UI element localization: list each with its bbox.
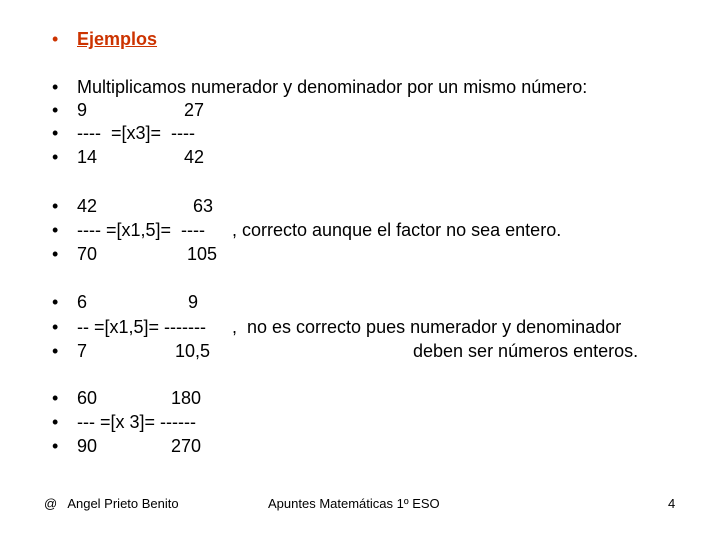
bullet: • (52, 436, 59, 456)
block2-num-left: 42 (77, 196, 98, 216)
bullet: • (52, 412, 59, 432)
block4-den-right: 270 (171, 436, 202, 456)
block1-den-right: 42 (184, 147, 205, 167)
bullet: • (52, 244, 59, 264)
block3-den-left: 7 (77, 341, 88, 361)
block3-comment: , no es correcto pues numerador y denominador (232, 317, 622, 337)
bullet: • (52, 341, 59, 361)
block3-den-right: 10,5 (175, 341, 211, 361)
footer-page-number: 4 (668, 496, 676, 511)
bullet: • (52, 77, 59, 97)
page-title: Ejemplos (77, 29, 158, 49)
block3-num-left: 6 (77, 292, 88, 312)
block4-den-left: 90 (77, 436, 98, 456)
block3-num-right: 9 (188, 292, 199, 312)
block1-fraction-bar: ---- =[x3]= ---- (77, 123, 195, 143)
block4-num-left: 60 (77, 388, 98, 408)
bullet: • (52, 196, 59, 216)
bullet: • (52, 220, 59, 240)
title-bullet: • (52, 29, 59, 49)
bullet: • (52, 147, 59, 167)
block2-den-right: 105 (187, 244, 218, 264)
bullet: • (52, 317, 59, 337)
block2-comment: , correcto aunque el factor no sea entero. (232, 220, 562, 240)
bullet: • (52, 123, 59, 143)
block1-num-right: 27 (184, 100, 205, 120)
bullet: • (52, 100, 59, 120)
block4-fraction-bar: --- =[x 3]= ------ (77, 412, 196, 432)
footer-course: Apuntes Matemáticas 1º ESO (268, 496, 440, 511)
bullet: • (52, 292, 59, 312)
block2-num-right: 63 (193, 196, 214, 216)
block2-fraction-bar: ---- =[x1,5]= ---- (77, 220, 206, 240)
block3-fraction-bar: -- =[x1,5]= ------- (77, 317, 206, 337)
block3-comment-continued: deben ser números enteros. (413, 341, 639, 361)
block1-heading: Multiplicamos numerador y denominador por un mismo número: (77, 77, 588, 97)
bullet: • (52, 388, 59, 408)
footer-author: @ Angel Prieto Benito (44, 496, 179, 511)
block1-den-left: 14 (77, 147, 98, 167)
block2-den-left: 70 (77, 244, 98, 264)
block1-num-left: 9 (77, 100, 88, 120)
block4-num-right: 180 (171, 388, 202, 408)
